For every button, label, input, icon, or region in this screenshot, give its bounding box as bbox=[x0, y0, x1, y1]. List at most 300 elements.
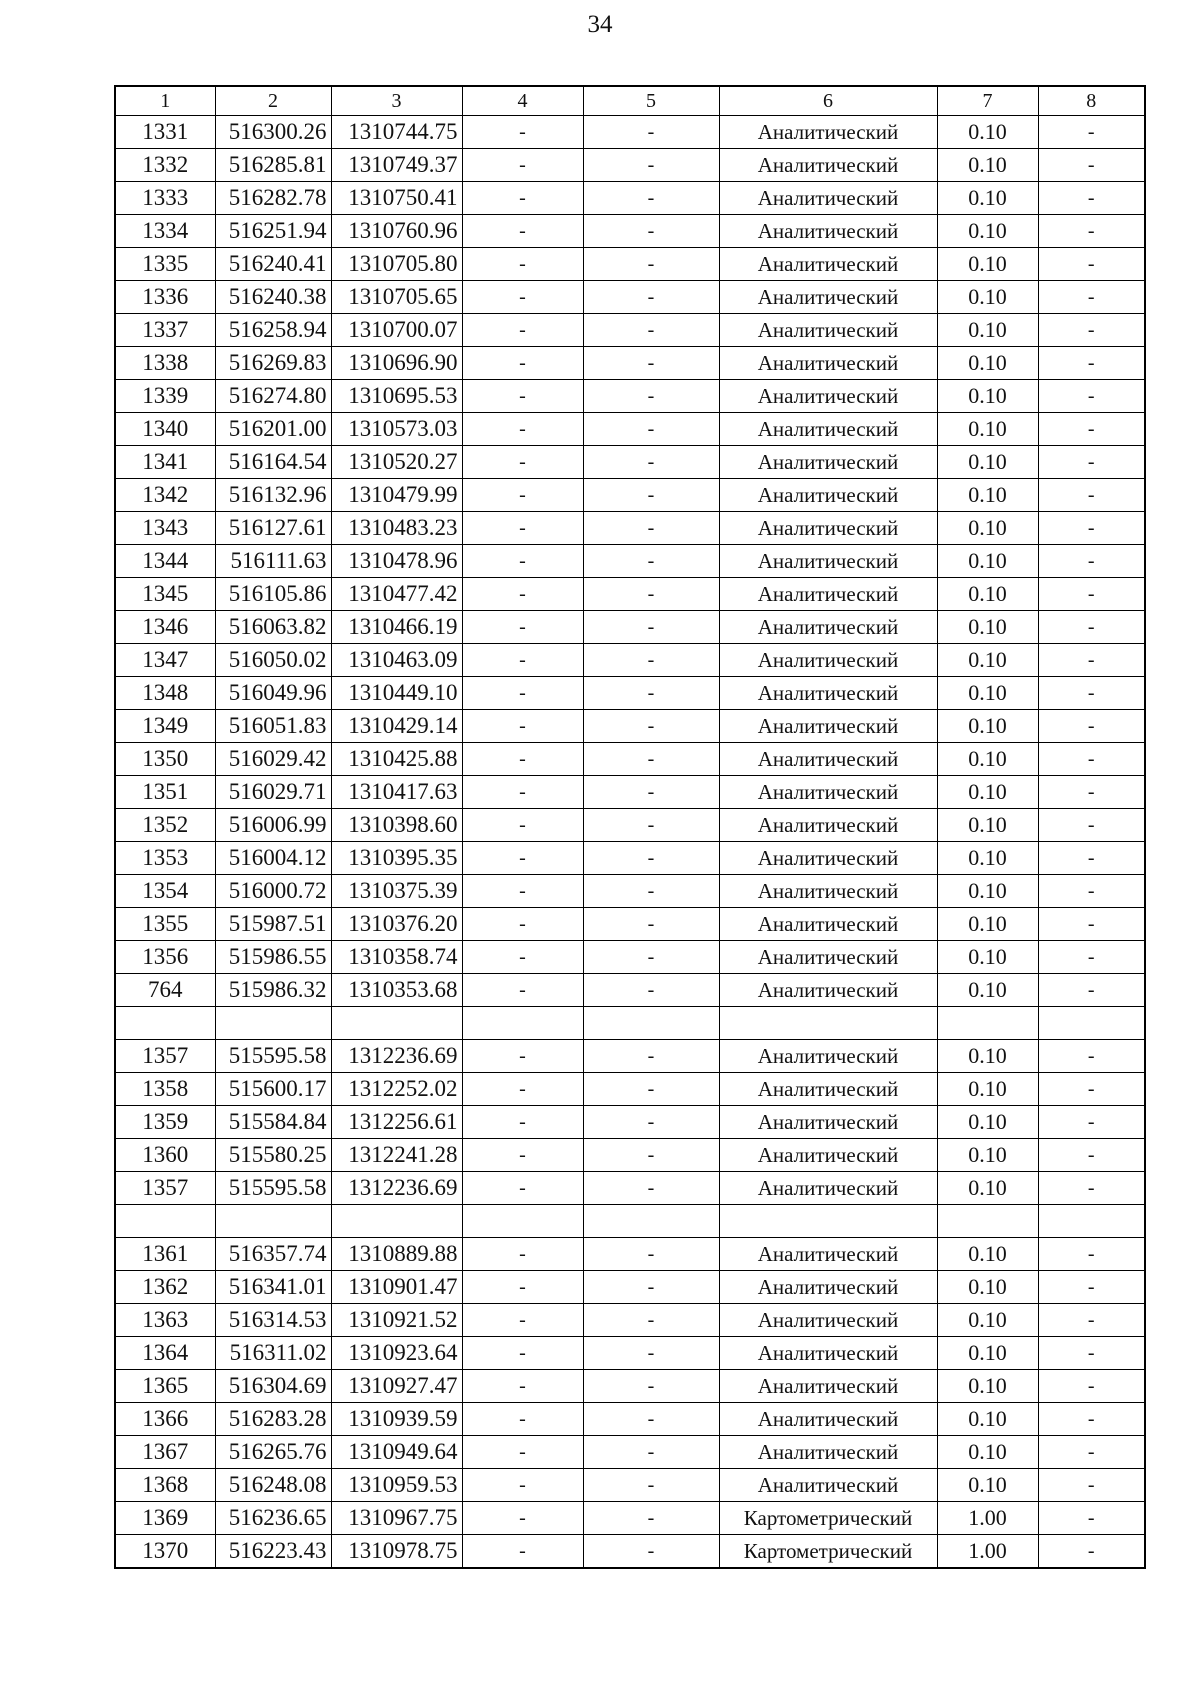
table-row bbox=[115, 1172, 1145, 1205]
x-coordinate-cell: 515584.84 bbox=[215, 1106, 331, 1139]
column-8-cell: - bbox=[1038, 215, 1145, 248]
point-number-cell: 764 bbox=[115, 974, 215, 1007]
y-coordinate-cell: 1310939.59 bbox=[331, 1403, 462, 1436]
table-row bbox=[115, 182, 1145, 215]
column-5-cell: - bbox=[583, 1436, 719, 1469]
column-5-cell: - bbox=[583, 974, 719, 1007]
column-4-cell: - bbox=[462, 908, 583, 941]
y-coordinate-cell: 1310705.80 bbox=[331, 248, 462, 281]
y-coordinate-cell: 1310375.39 bbox=[331, 875, 462, 908]
y-coordinate-cell: 1310573.03 bbox=[331, 413, 462, 446]
method-cell: Аналитический bbox=[719, 1337, 937, 1370]
point-number-cell: 1367 bbox=[115, 1436, 215, 1469]
column-4-cell: - bbox=[462, 512, 583, 545]
x-coordinate-cell: 516223.43 bbox=[215, 1535, 331, 1569]
point-number-cell: 1331 bbox=[115, 116, 215, 149]
point-number-cell: 1340 bbox=[115, 413, 215, 446]
accuracy-cell: 0.10 bbox=[937, 446, 1038, 479]
table-row bbox=[115, 116, 1145, 149]
x-coordinate-cell: 516004.12 bbox=[215, 842, 331, 875]
column-8-cell: - bbox=[1038, 479, 1145, 512]
point-number-cell: 1343 bbox=[115, 512, 215, 545]
column-header: 7 bbox=[937, 86, 1038, 116]
column-4-cell: - bbox=[462, 1172, 583, 1205]
column-8-cell: - bbox=[1038, 512, 1145, 545]
column-4-cell: - bbox=[462, 149, 583, 182]
table-row bbox=[115, 1106, 1145, 1139]
column-5-cell: - bbox=[583, 446, 719, 479]
column-8-cell: - bbox=[1038, 1271, 1145, 1304]
column-header: 6 bbox=[719, 86, 937, 116]
y-coordinate-cell: 1310429.14 bbox=[331, 710, 462, 743]
method-cell: Аналитический bbox=[719, 545, 937, 578]
table-row bbox=[115, 446, 1145, 479]
table-row bbox=[115, 1271, 1145, 1304]
method-cell: Аналитический bbox=[719, 677, 937, 710]
method-cell: Аналитический bbox=[719, 182, 937, 215]
point-number-cell: 1369 bbox=[115, 1502, 215, 1535]
accuracy-cell: 0.10 bbox=[937, 1040, 1038, 1073]
column-8-cell bbox=[1038, 1007, 1145, 1040]
column-4-cell: - bbox=[462, 314, 583, 347]
y-coordinate-cell: 1312236.69 bbox=[331, 1172, 462, 1205]
column-8-cell: - bbox=[1038, 908, 1145, 941]
column-5-cell: - bbox=[583, 644, 719, 677]
method-cell: Аналитический bbox=[719, 578, 937, 611]
x-coordinate-cell: 516164.54 bbox=[215, 446, 331, 479]
column-4-cell: - bbox=[462, 809, 583, 842]
point-number-cell: 1352 bbox=[115, 809, 215, 842]
x-coordinate-cell: 516029.71 bbox=[215, 776, 331, 809]
x-coordinate-cell: 516251.94 bbox=[215, 215, 331, 248]
method-cell: Аналитический bbox=[719, 875, 937, 908]
table-row bbox=[115, 479, 1145, 512]
accuracy-cell: 0.10 bbox=[937, 215, 1038, 248]
x-coordinate-cell: 515595.58 bbox=[215, 1172, 331, 1205]
x-coordinate-cell: 516341.01 bbox=[215, 1271, 331, 1304]
column-header: 3 bbox=[331, 86, 462, 116]
point-number-cell: 1370 bbox=[115, 1535, 215, 1569]
y-coordinate-cell: 1310901.47 bbox=[331, 1271, 462, 1304]
accuracy-cell: 0.10 bbox=[937, 1436, 1038, 1469]
method-cell: Аналитический bbox=[719, 1106, 937, 1139]
column-5-cell: - bbox=[583, 1337, 719, 1370]
accuracy-cell: 0.10 bbox=[937, 644, 1038, 677]
accuracy-cell: 0.10 bbox=[937, 578, 1038, 611]
table-row bbox=[115, 1337, 1145, 1370]
x-coordinate-cell: 516201.00 bbox=[215, 413, 331, 446]
column-5-cell: - bbox=[583, 611, 719, 644]
table-row bbox=[115, 776, 1145, 809]
y-coordinate-cell: 1310477.42 bbox=[331, 578, 462, 611]
method-cell: Аналитический bbox=[719, 1436, 937, 1469]
column-8-cell: - bbox=[1038, 743, 1145, 776]
x-coordinate-cell: 516049.96 bbox=[215, 677, 331, 710]
column-4-cell: - bbox=[462, 1370, 583, 1403]
accuracy-cell: 0.10 bbox=[937, 941, 1038, 974]
column-5-cell: - bbox=[583, 1403, 719, 1436]
y-coordinate-cell: 1312252.02 bbox=[331, 1073, 462, 1106]
column-5-cell: - bbox=[583, 215, 719, 248]
x-coordinate-cell: 516300.26 bbox=[215, 116, 331, 149]
table-row bbox=[115, 941, 1145, 974]
column-4-cell: - bbox=[462, 1502, 583, 1535]
table-row bbox=[115, 611, 1145, 644]
column-4-cell: - bbox=[462, 1271, 583, 1304]
column-5-cell: - bbox=[583, 578, 719, 611]
method-cell: Аналитический bbox=[719, 314, 937, 347]
column-8-cell: - bbox=[1038, 974, 1145, 1007]
column-4-cell: - bbox=[462, 1535, 583, 1569]
column-5-cell: - bbox=[583, 1238, 719, 1271]
accuracy-cell: 0.10 bbox=[937, 116, 1038, 149]
y-coordinate-cell: 1310760.96 bbox=[331, 215, 462, 248]
column-4-cell: - bbox=[462, 710, 583, 743]
point-number-cell: 1360 bbox=[115, 1139, 215, 1172]
y-coordinate-cell bbox=[331, 1205, 462, 1238]
table-row bbox=[115, 644, 1145, 677]
x-coordinate-cell: 516282.78 bbox=[215, 182, 331, 215]
column-4-cell: - bbox=[462, 380, 583, 413]
column-4-cell: - bbox=[462, 875, 583, 908]
accuracy-cell: 0.10 bbox=[937, 842, 1038, 875]
method-cell: Аналитический bbox=[719, 1172, 937, 1205]
column-5-cell: - bbox=[583, 1073, 719, 1106]
x-coordinate-cell: 516236.65 bbox=[215, 1502, 331, 1535]
x-coordinate-cell: 515600.17 bbox=[215, 1073, 331, 1106]
accuracy-cell: 0.10 bbox=[937, 314, 1038, 347]
column-5-cell bbox=[583, 1007, 719, 1040]
column-5-cell: - bbox=[583, 314, 719, 347]
column-5-cell: - bbox=[583, 842, 719, 875]
point-number-cell: 1353 bbox=[115, 842, 215, 875]
point-number-cell: 1336 bbox=[115, 281, 215, 314]
column-8-cell: - bbox=[1038, 875, 1145, 908]
method-cell: Аналитический bbox=[719, 1238, 937, 1271]
method-cell: Аналитический bbox=[719, 1403, 937, 1436]
method-cell: Аналитический bbox=[719, 1139, 937, 1172]
column-8-cell: - bbox=[1038, 578, 1145, 611]
x-coordinate-cell: 516248.08 bbox=[215, 1469, 331, 1502]
method-cell: Аналитический bbox=[719, 347, 937, 380]
point-number-cell: 1354 bbox=[115, 875, 215, 908]
accuracy-cell: 0.10 bbox=[937, 908, 1038, 941]
point-number-cell: 1350 bbox=[115, 743, 215, 776]
column-4-cell: - bbox=[462, 182, 583, 215]
column-5-cell: - bbox=[583, 281, 719, 314]
accuracy-cell: 1.00 bbox=[937, 1502, 1038, 1535]
table-row bbox=[115, 875, 1145, 908]
x-coordinate-cell: 516240.38 bbox=[215, 281, 331, 314]
column-5-cell bbox=[583, 1205, 719, 1238]
x-coordinate-cell bbox=[215, 1007, 331, 1040]
accuracy-cell: 0.10 bbox=[937, 413, 1038, 446]
point-number-cell: 1366 bbox=[115, 1403, 215, 1436]
column-5-cell: - bbox=[583, 941, 719, 974]
y-coordinate-cell: 1310376.20 bbox=[331, 908, 462, 941]
column-5-cell: - bbox=[583, 908, 719, 941]
point-number-cell: 1332 bbox=[115, 149, 215, 182]
column-4-cell: - bbox=[462, 743, 583, 776]
column-4-cell: - bbox=[462, 776, 583, 809]
column-header: 4 bbox=[462, 86, 583, 116]
column-8-cell: - bbox=[1038, 941, 1145, 974]
column-8-cell: - bbox=[1038, 1106, 1145, 1139]
column-8-cell: - bbox=[1038, 1469, 1145, 1502]
column-5-cell: - bbox=[583, 380, 719, 413]
column-4-cell: - bbox=[462, 1106, 583, 1139]
column-5-cell: - bbox=[583, 1139, 719, 1172]
column-8-cell: - bbox=[1038, 1502, 1145, 1535]
column-8-cell: - bbox=[1038, 1139, 1145, 1172]
method-cell: Аналитический bbox=[719, 842, 937, 875]
column-5-cell: - bbox=[583, 743, 719, 776]
y-coordinate-cell: 1310449.10 bbox=[331, 677, 462, 710]
column-8-cell: - bbox=[1038, 116, 1145, 149]
point-number-cell: 1363 bbox=[115, 1304, 215, 1337]
x-coordinate-cell: 516283.28 bbox=[215, 1403, 331, 1436]
point-number-cell: 1351 bbox=[115, 776, 215, 809]
y-coordinate-cell: 1310353.68 bbox=[331, 974, 462, 1007]
x-coordinate-cell: 516050.02 bbox=[215, 644, 331, 677]
y-coordinate-cell: 1310463.09 bbox=[331, 644, 462, 677]
point-number-cell: 1347 bbox=[115, 644, 215, 677]
y-coordinate-cell: 1312236.69 bbox=[331, 1040, 462, 1073]
accuracy-cell: 0.10 bbox=[937, 545, 1038, 578]
table-row bbox=[115, 380, 1145, 413]
table-row bbox=[115, 1502, 1145, 1535]
point-number-cell: 1346 bbox=[115, 611, 215, 644]
x-coordinate-cell: 516285.81 bbox=[215, 149, 331, 182]
column-5-cell: - bbox=[583, 1502, 719, 1535]
column-8-cell: - bbox=[1038, 1337, 1145, 1370]
column-5-cell: - bbox=[583, 776, 719, 809]
x-coordinate-cell: 516132.96 bbox=[215, 479, 331, 512]
x-coordinate-cell: 515986.55 bbox=[215, 941, 331, 974]
accuracy-cell: 0.10 bbox=[937, 1073, 1038, 1106]
table-row bbox=[115, 1040, 1145, 1073]
x-coordinate-cell: 516000.72 bbox=[215, 875, 331, 908]
column-8-cell: - bbox=[1038, 314, 1145, 347]
table-row bbox=[115, 809, 1145, 842]
x-coordinate-cell: 516269.83 bbox=[215, 347, 331, 380]
column-8-cell: - bbox=[1038, 1403, 1145, 1436]
x-coordinate-cell: 516304.69 bbox=[215, 1370, 331, 1403]
method-cell: Аналитический bbox=[719, 413, 937, 446]
x-coordinate-cell: 515986.32 bbox=[215, 974, 331, 1007]
column-4-cell bbox=[462, 1007, 583, 1040]
accuracy-cell: 0.10 bbox=[937, 875, 1038, 908]
column-8-cell: - bbox=[1038, 1238, 1145, 1271]
column-4-cell: - bbox=[462, 347, 583, 380]
accuracy-cell: 0.10 bbox=[937, 1271, 1038, 1304]
accuracy-cell: 0.10 bbox=[937, 611, 1038, 644]
table-row bbox=[115, 578, 1145, 611]
column-5-cell: - bbox=[583, 809, 719, 842]
column-5-cell: - bbox=[583, 182, 719, 215]
column-8-cell: - bbox=[1038, 644, 1145, 677]
accuracy-cell bbox=[937, 1007, 1038, 1040]
point-number-cell: 1368 bbox=[115, 1469, 215, 1502]
method-cell: Аналитический bbox=[719, 644, 937, 677]
accuracy-cell: 0.10 bbox=[937, 1172, 1038, 1205]
table-row bbox=[115, 1436, 1145, 1469]
y-coordinate-cell: 1310520.27 bbox=[331, 446, 462, 479]
table-row bbox=[115, 149, 1145, 182]
column-5-cell: - bbox=[583, 479, 719, 512]
x-coordinate-cell: 516240.41 bbox=[215, 248, 331, 281]
point-number-cell: 1364 bbox=[115, 1337, 215, 1370]
x-coordinate-cell: 516314.53 bbox=[215, 1304, 331, 1337]
table-row bbox=[115, 743, 1145, 776]
column-8-cell: - bbox=[1038, 380, 1145, 413]
accuracy-cell: 0.10 bbox=[937, 776, 1038, 809]
column-8-cell: - bbox=[1038, 842, 1145, 875]
column-4-cell bbox=[462, 1205, 583, 1238]
table-row bbox=[115, 248, 1145, 281]
coordinates-table bbox=[114, 85, 1146, 1569]
column-4-cell: - bbox=[462, 281, 583, 314]
method-cell: Аналитический bbox=[719, 908, 937, 941]
method-cell: Аналитический bbox=[719, 941, 937, 974]
x-coordinate-cell: 516258.94 bbox=[215, 314, 331, 347]
column-header: 8 bbox=[1038, 86, 1145, 116]
y-coordinate-cell: 1310483.23 bbox=[331, 512, 462, 545]
table-row bbox=[115, 1073, 1145, 1106]
column-4-cell: - bbox=[462, 1304, 583, 1337]
column-8-cell: - bbox=[1038, 545, 1145, 578]
column-8-cell: - bbox=[1038, 1436, 1145, 1469]
point-number-cell bbox=[115, 1007, 215, 1040]
accuracy-cell: 0.10 bbox=[937, 380, 1038, 413]
table-row bbox=[115, 1370, 1145, 1403]
y-coordinate-cell: 1310744.75 bbox=[331, 116, 462, 149]
column-4-cell: - bbox=[462, 611, 583, 644]
x-coordinate-cell: 516029.42 bbox=[215, 743, 331, 776]
method-cell bbox=[719, 1007, 937, 1040]
table-row bbox=[115, 281, 1145, 314]
column-5-cell: - bbox=[583, 1040, 719, 1073]
column-8-cell: - bbox=[1038, 1370, 1145, 1403]
x-coordinate-cell: 516265.76 bbox=[215, 1436, 331, 1469]
column-5-cell: - bbox=[583, 545, 719, 578]
point-number-cell: 1339 bbox=[115, 380, 215, 413]
method-cell: Аналитический bbox=[719, 776, 937, 809]
accuracy-cell: 0.10 bbox=[937, 281, 1038, 314]
accuracy-cell: 0.10 bbox=[937, 677, 1038, 710]
point-number-cell: 1358 bbox=[115, 1073, 215, 1106]
y-coordinate-cell: 1310967.75 bbox=[331, 1502, 462, 1535]
point-number-cell: 1357 bbox=[115, 1040, 215, 1073]
accuracy-cell: 0.10 bbox=[937, 809, 1038, 842]
y-coordinate-cell: 1310479.99 bbox=[331, 479, 462, 512]
y-coordinate-cell: 1310466.19 bbox=[331, 611, 462, 644]
point-number-cell: 1355 bbox=[115, 908, 215, 941]
column-8-cell: - bbox=[1038, 776, 1145, 809]
method-cell: Аналитический bbox=[719, 1040, 937, 1073]
table-row bbox=[115, 314, 1145, 347]
y-coordinate-cell: 1312256.61 bbox=[331, 1106, 462, 1139]
method-cell: Аналитический bbox=[719, 512, 937, 545]
x-coordinate-cell: 516051.83 bbox=[215, 710, 331, 743]
method-cell: Аналитический bbox=[719, 446, 937, 479]
x-coordinate-cell: 515987.51 bbox=[215, 908, 331, 941]
method-cell: Аналитический bbox=[719, 248, 937, 281]
y-coordinate-cell: 1310358.74 bbox=[331, 941, 462, 974]
column-8-cell: - bbox=[1038, 1073, 1145, 1106]
method-cell: Картометрический bbox=[719, 1502, 937, 1535]
method-cell: Аналитический bbox=[719, 611, 937, 644]
method-cell: Картометрический bbox=[719, 1535, 937, 1569]
point-number-cell: 1333 bbox=[115, 182, 215, 215]
point-number-cell: 1361 bbox=[115, 1238, 215, 1271]
table-row bbox=[115, 1469, 1145, 1502]
column-8-cell: - bbox=[1038, 1040, 1145, 1073]
column-8-cell: - bbox=[1038, 248, 1145, 281]
column-4-cell: - bbox=[462, 1403, 583, 1436]
column-8-cell: - bbox=[1038, 1535, 1145, 1569]
y-coordinate-cell: 1310923.64 bbox=[331, 1337, 462, 1370]
method-cell bbox=[719, 1205, 937, 1238]
column-4-cell: - bbox=[462, 1337, 583, 1370]
table-row bbox=[115, 545, 1145, 578]
point-number-cell: 1344 bbox=[115, 545, 215, 578]
table-row bbox=[115, 413, 1145, 446]
table-row bbox=[115, 215, 1145, 248]
y-coordinate-cell: 1310921.52 bbox=[331, 1304, 462, 1337]
table-body bbox=[115, 116, 1145, 1569]
accuracy-cell: 0.10 bbox=[937, 1469, 1038, 1502]
x-coordinate-cell: 515580.25 bbox=[215, 1139, 331, 1172]
column-4-cell: - bbox=[462, 545, 583, 578]
x-coordinate-cell bbox=[215, 1205, 331, 1238]
column-5-cell: - bbox=[583, 1469, 719, 1502]
column-5-cell: - bbox=[583, 347, 719, 380]
column-4-cell: - bbox=[462, 1436, 583, 1469]
point-number-cell: 1341 bbox=[115, 446, 215, 479]
point-number-cell: 1356 bbox=[115, 941, 215, 974]
column-5-cell: - bbox=[583, 512, 719, 545]
column-4-cell: - bbox=[462, 215, 583, 248]
column-4-cell: - bbox=[462, 842, 583, 875]
column-5-cell: - bbox=[583, 1172, 719, 1205]
table-row bbox=[115, 1535, 1145, 1569]
column-5-cell: - bbox=[583, 710, 719, 743]
column-8-cell: - bbox=[1038, 611, 1145, 644]
accuracy-cell: 0.10 bbox=[937, 182, 1038, 215]
y-coordinate-cell bbox=[331, 1007, 462, 1040]
method-cell: Аналитический bbox=[719, 974, 937, 1007]
column-8-cell: - bbox=[1038, 182, 1145, 215]
table-row bbox=[115, 1403, 1145, 1436]
accuracy-cell: 0.10 bbox=[937, 1106, 1038, 1139]
table-row bbox=[115, 1139, 1145, 1172]
method-cell: Аналитический bbox=[719, 809, 937, 842]
method-cell: Аналитический bbox=[719, 1370, 937, 1403]
column-header: 5 bbox=[583, 86, 719, 116]
column-4-cell: - bbox=[462, 941, 583, 974]
y-coordinate-cell: 1310949.64 bbox=[331, 1436, 462, 1469]
accuracy-cell: 0.10 bbox=[937, 512, 1038, 545]
column-4-cell: - bbox=[462, 479, 583, 512]
table-row bbox=[115, 842, 1145, 875]
table-row bbox=[115, 974, 1145, 1007]
column-4-cell: - bbox=[462, 413, 583, 446]
y-coordinate-cell: 1312241.28 bbox=[331, 1139, 462, 1172]
table-row bbox=[115, 710, 1145, 743]
method-cell: Аналитический bbox=[719, 1073, 937, 1106]
column-4-cell: - bbox=[462, 446, 583, 479]
